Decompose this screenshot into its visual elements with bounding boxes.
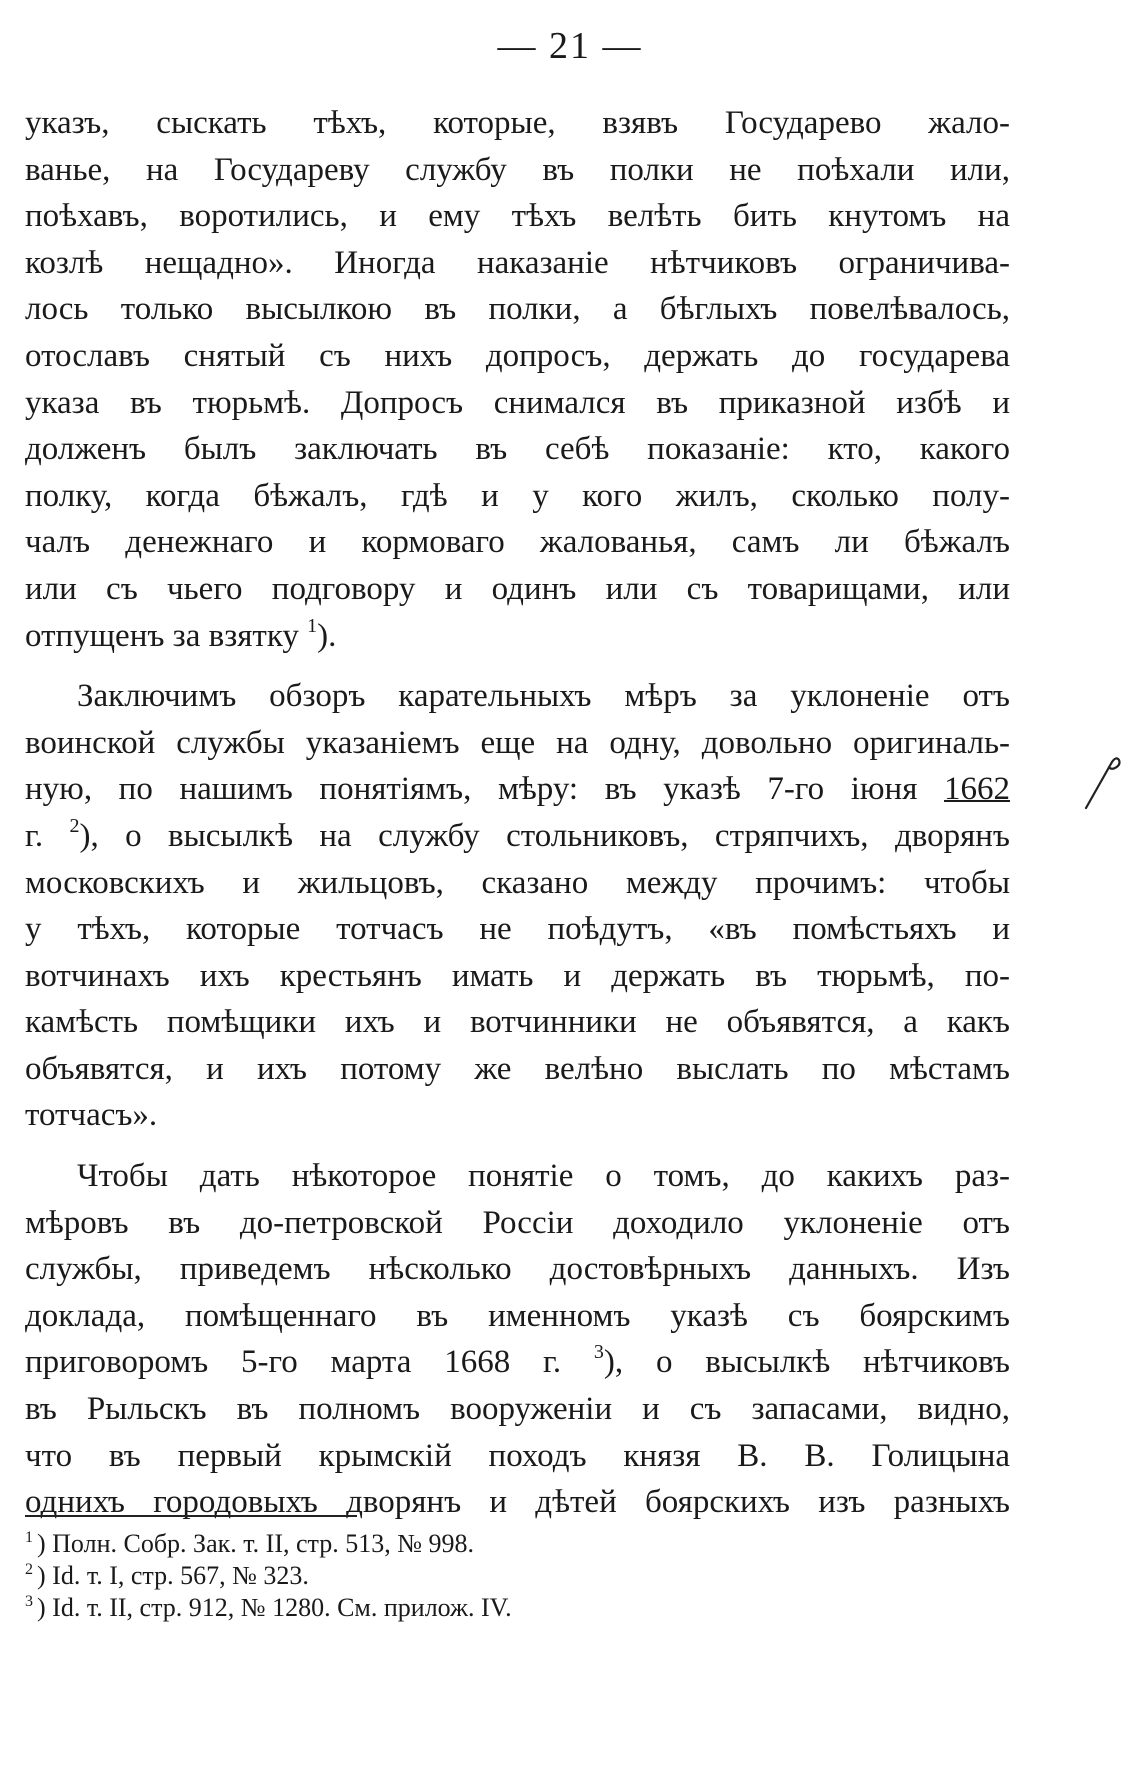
text-line: мѣровъ въ до-петровской Россіи доходило уклоненіе отъ (25, 1204, 1010, 1241)
footnote-mark: 3 (25, 1593, 33, 1610)
text-line: отославъ снятый съ нихъ допросъ, держать до государева (25, 337, 1010, 374)
text-span: приговоромъ 5-го марта 1668 г. (25, 1344, 562, 1381)
text-line: чалъ денежнаго и кормоваго жалованья, самъ ли бѣжалъ (25, 524, 1010, 561)
text-line: Заключимъ обзоръ карательныхъ мѣръ за уклоненіе отъ (77, 678, 1010, 715)
text-line (25, 766, 1010, 813)
paragraph-3 (25, 1153, 1010, 1526)
text-line: лось только высылкою въ полки, а бѣглыхъ повелѣвалось, (25, 291, 1010, 328)
footnote-2 (25, 1560, 925, 1592)
text-line: доклада, помѣщеннаго въ именномъ указѣ съ боярскимъ (25, 1297, 1010, 1334)
footnote-reference[interactable]: 1 (307, 614, 318, 637)
footnote-divider (25, 1515, 357, 1517)
text-line: у тѣхъ, которые тотчасъ не поѣдутъ, «въ помѣстьяхъ и (25, 911, 1010, 948)
text-line: или съ чьего подговору и одинъ или съ товарищами, или (25, 570, 1010, 607)
footnote-text: ) Id. т. II, стр. 912, № 1280. См. прилож. IV. (37, 1593, 512, 1622)
underlined-year: 1662 (944, 771, 1011, 808)
text-line: указъ, сыскать тѣхъ, которые, взявъ Государево жало- (25, 105, 1010, 141)
footnotes (25, 1528, 925, 1624)
body-text (25, 100, 1010, 1526)
text-line: камѣсть помѣщики ихъ и вотчинники не объявятся, а какъ (25, 1004, 1010, 1041)
text-line: однихъ городовыхъ дворянъ и дѣтей боярскихъ изъ разныхъ (25, 1484, 1010, 1521)
text-span: ную, по нашимъ понятіямъ, мѣру: въ указѣ 7-го іюня (25, 771, 918, 808)
text-line: Чтобы дать нѣкоторое понятіе о томъ, до какихъ раз- (77, 1158, 1010, 1195)
page-number: — 21 — (497, 25, 643, 67)
text-line: поѣхавъ, воротились, и ему тѣхъ велѣть бить кнутомъ на (25, 198, 1010, 235)
text-line: воинской службы указаніемъ еще на одну, довольно оригиналь- (25, 724, 1010, 761)
footnote-reference[interactable]: 2 (69, 814, 80, 837)
footnote-3 (25, 1592, 925, 1624)
footnote-text: ) Id. т. I, стр. 567, № 323. (37, 1561, 309, 1590)
footnote-1 (25, 1528, 925, 1560)
paragraph-1 (25, 100, 1010, 659)
text-line: вотчинахъ ихъ крестьянъ имать и держать въ тюрьмѣ, по- (25, 957, 1010, 994)
text-line: службы, приведемъ нѣсколько достовѣрныхъ данныхъ. Изъ (25, 1251, 1010, 1288)
text-line: московскихъ и жильцовъ, сказано между прочимъ: чтобы (25, 864, 1010, 901)
text-line (25, 1339, 1010, 1386)
text-line: указа въ тюрьмѣ. Допросъ снимался въ приказной избѣ и (25, 384, 1010, 421)
text-span: ), о высылкѣ нѣтчиковъ (603, 1344, 1010, 1381)
footnote-reference[interactable]: 3 (593, 1341, 604, 1364)
text-span: ). (317, 617, 337, 654)
text-line: объявятся, и ихъ потому же велѣно выслать по мѣстамъ (25, 1050, 1010, 1087)
footnote-mark: 2 (25, 1561, 33, 1578)
text-line: тотчасъ». (25, 1097, 158, 1134)
text-line: что въ первый крымскій походъ князя В. В. Голицына (25, 1437, 1010, 1474)
text-line: долженъ былъ заключать въ себѣ показаніе: кто, какого (25, 431, 1010, 468)
text-line: въ Рыльскъ въ полномъ вооруженіи и съ запасами, видно, (25, 1391, 1010, 1428)
text-line: полку, когда бѣжалъ, гдѣ и у кого жилъ, сколько полу- (25, 477, 1010, 514)
text-line: ванье, на Государеву службу въ полки не поѣхали или, (25, 151, 1010, 188)
text-span: отпущенъ за взятку (25, 617, 299, 654)
text-line (25, 813, 1010, 860)
text-line: козлѣ нещадно». Иногда наказаніе нѣтчиковъ ограничива- (25, 244, 1010, 281)
paragraph-2 (25, 673, 1010, 1139)
footnote-text: ) Полн. Собр. Зак. т. II, стр. 513, № 998. (37, 1529, 474, 1558)
text-span: ), о высылкѣ на службу стольниковъ, стряпчихъ, дворянъ (79, 817, 1011, 854)
handwritten-pen-mark-icon (1082, 752, 1122, 812)
text-span: г. (25, 817, 44, 854)
footnote-mark: 1 (25, 1529, 33, 1546)
text-line (25, 613, 1010, 660)
